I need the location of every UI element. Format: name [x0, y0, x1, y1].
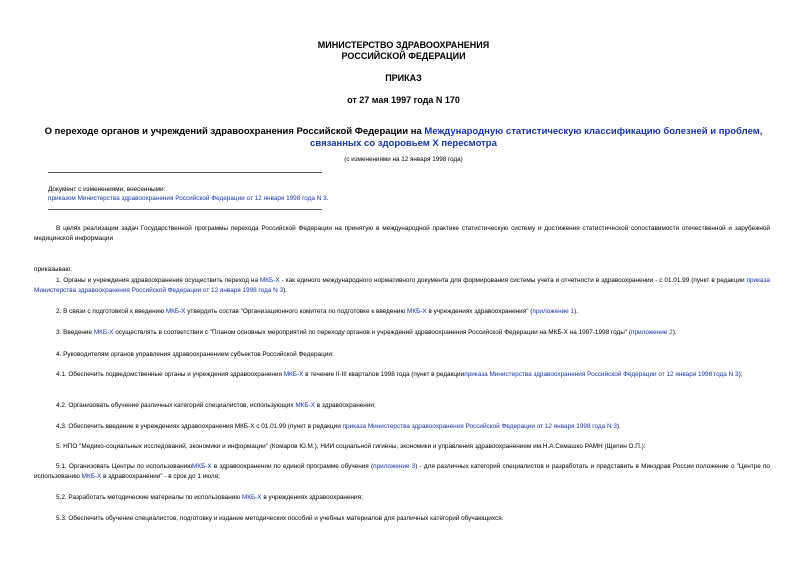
item-3-text-c: ). [672, 329, 677, 336]
document-type: ПРИКАЗ [385, 73, 422, 83]
item-4-3-text-b: ). [616, 423, 621, 430]
item-5-1-text-c: ) - для различных категорий специалистов и разработать и представить в Минздрав России положение о "Центре по использованию [34, 463, 770, 480]
mkb-link[interactable]: МКБ-X [259, 277, 280, 284]
item-2-text-d: ). [574, 308, 578, 315]
mkb-link[interactable]: МКБ-X [283, 371, 304, 378]
item-5-2-text-b: в учреждениях здравоохранения; [261, 494, 363, 501]
item-4-1-text-c: ); [738, 371, 743, 378]
item-2-text-b: утвердить состав "Организационного комитета по подготовке к введению [185, 308, 408, 315]
intro-paragraph: В целях реализации задач Государственной программы перехода Российской Федерации на принятую в международной практике статистическую систему и достижения статистической сопоставимости отечественной и зарубежной медицинской информации [34, 225, 770, 242]
item-3 [34, 328, 770, 338]
appendix-1-link[interactable]: приложение 1 [532, 308, 575, 315]
item-4-3 [34, 422, 770, 432]
amend-order-link[interactable]: приказом Министерства здравоохранения Российской Федерации от 12 января 1998 года N 3 [48, 195, 327, 202]
amend-label: Документ с изменениями, внесенными: [48, 186, 166, 193]
item-1-text-b: - как единого международного нормативного документа для формирования системы учета и отчетности в здравоохранении - с 01.01.99 (пункт в редакции [279, 277, 747, 284]
item-5: 5. НПО "Медико-социальных исследований, экономики и информации" (Комаров Ю.М.), НИИ социальной гигиены, экономики и управления здравоохранением им.Н.А.Семашко РАМН (Щепин О.П.): [56, 443, 646, 450]
item-3-text-a: 3. Введение [56, 329, 94, 336]
item-2 [34, 307, 770, 317]
item-4-1-text-a: 4.1. Обеспечить подведомственные органы и учреждения здравоохранения [56, 371, 284, 378]
title-prefix: О переходе органов и учреждений здравоохранения Российской Федерации на [44, 126, 425, 137]
ministry-line-1: МИНИСТЕРСТВО ЗДРАВООХРАНЕНИЯ [317, 40, 490, 50]
amend-order-link[interactable]: приказа Министерства здравоохранения Российской Федерации от 12 января 1998 года N 3 [464, 371, 739, 378]
item-4-2-text-b: в здравоохранении; [314, 402, 376, 409]
ministry-line-2: РОССИЙСКОЙ ФЕДЕРАЦИИ [341, 51, 466, 61]
mkb-link[interactable]: МКБ-X [192, 463, 212, 470]
item-4-2-text-a: 4.2. Организовать обучение различных категорий специалистов, использующих [56, 402, 296, 409]
document-title [20, 126, 787, 150]
item-5-2 [34, 493, 770, 503]
amend-reference [48, 194, 378, 204]
mkb-link[interactable]: МКБ-X [241, 494, 262, 501]
item-3-text-b: осуществлять в соответствии с "Планом основных мероприятий по переходу органов и учреждений здравоохранения Российской Федерации на МКБ-X на 1997-1998 годы" ( [113, 329, 631, 336]
item-4-3-text-a: 4.3. Обеспечить введение в учреждениях здравоохранения МКБ-X с 01.01.99 (пункт в редакции [56, 423, 343, 430]
item-1-text-c: ). [283, 287, 287, 294]
item-5-1 [34, 462, 770, 482]
item-4: 4. Руководителям органов управления здравоохранением субъектов Российской Федерации: [56, 351, 334, 358]
item-5-3: 5.3. Обеспечить обучение специалистов, подготовку и издание методических пособий и учебных материалов для различных категорий обучающихся. [56, 515, 504, 522]
item-5-2-text-a: 5.2. Разработать методические материалы по использованию [56, 494, 242, 501]
item-5-1-text-b: в здравоохранении по единой программе обучения ( [211, 463, 374, 470]
divider-bottom [48, 209, 322, 210]
amendment-note: (с изменениями на 12 января 1998 года) [344, 156, 463, 163]
item-2-text-a: 2. В связи с подготовкой к введению [56, 308, 166, 315]
item-1 [34, 276, 770, 296]
mkb-link[interactable]: МКБ-X [295, 402, 315, 409]
item-5-1-text-d: в здравоохранении" - в срок до 1 июля; [101, 473, 220, 480]
mkb-link[interactable]: МКБ-X [93, 329, 114, 336]
mkb-link[interactable]: МКБ-X [407, 308, 427, 315]
appendix-2-link[interactable]: приложение 2 [631, 329, 673, 336]
item-4-2 [34, 401, 770, 411]
item-2-text-c: в учреждениях здравоохранения" ( [426, 308, 533, 315]
item-4-1-text-b: в течение II-III кварталов 1998 года (пункт в редакции [303, 371, 465, 378]
amend-order-link[interactable]: приказа Министерства здравоохранения Российской Федерации от 12 января 1998 года N 3 [342, 423, 617, 430]
title-classification-link[interactable]: Международную статистическую классификацию болезней и проблем, связанных со здоровьем X пересмотра [310, 126, 763, 149]
item-5-1-text-a: 5.1. Организовать Центры по использованию [56, 463, 193, 470]
divider-top [48, 172, 322, 173]
item-1-text-a: 1. Органы и учреждения здравоохранения осуществить переход на [56, 277, 260, 284]
amend-suffix: . [326, 195, 329, 202]
document-date: от 27 мая 1997 года N 170 [347, 95, 460, 105]
mkb-link[interactable]: МКБ-X [165, 308, 186, 315]
item-4-1 [34, 370, 770, 380]
mkb-link[interactable]: МКБ-X [81, 473, 102, 480]
amend-order-link[interactable]: приказа Министерства здравоохранения Российской Федерации от 12 января 1998 года N 3 [34, 277, 770, 294]
order-word: приказываю: [34, 266, 72, 273]
appendix-3-link[interactable]: приложение 3 [373, 463, 416, 470]
